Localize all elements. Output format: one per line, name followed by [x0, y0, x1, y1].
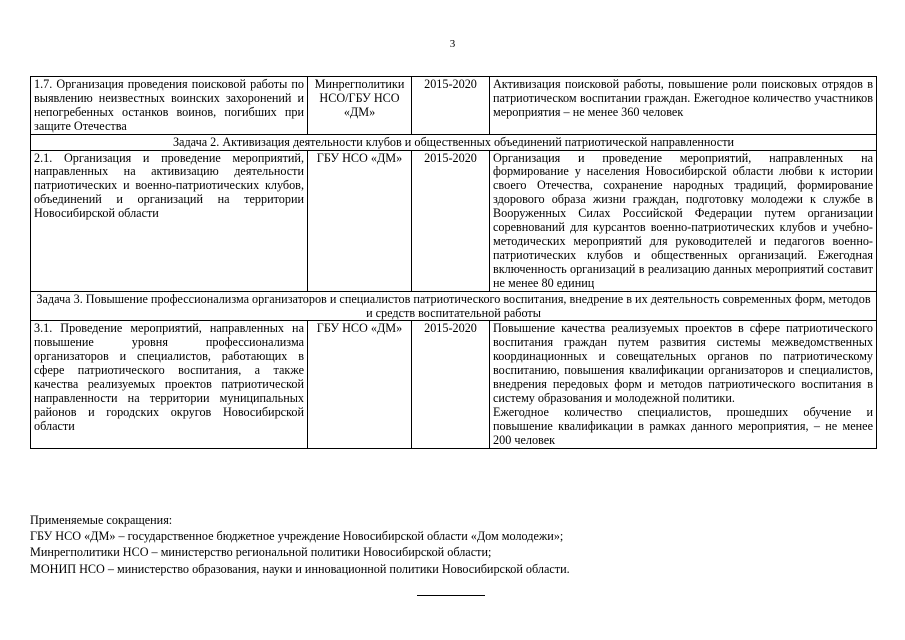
end-of-document-rule [417, 595, 485, 596]
page-number: 3 [449, 38, 456, 50]
activity-period: 2015-2020 [412, 77, 490, 135]
activity-period: 2015-2020 [412, 321, 490, 448]
activity-description: 3.1. Проведение мероприятий, направленных на повышение уровня профессионализма организаторов и специалистов, работающих в сфере патриотического воспитания, а также качества реализуемых проектов патриотической направленности на территории муниципальных районов и городских округов Новосибирской области [31, 321, 308, 448]
task-row [31, 291, 877, 321]
activity-description: 2.1. Организация и проведение мероприятий, направленных на активизацию деятельности патриотических и военно-патриотических клубов, объединений и организаций на территории Новосибирской области [31, 150, 308, 291]
activity-executor: ГБУ НСО «ДМ» [308, 321, 412, 448]
table-row [31, 77, 877, 135]
abbreviations-heading: Применяемые сокращения: [30, 513, 173, 527]
table-row [31, 150, 877, 291]
activity-result [490, 321, 877, 448]
task-heading: Задача 2. Активизация деятельности клубов и общественных объединений патриотической направленности [31, 134, 877, 150]
activity-executor: Минрегполитики НСО/ГБУ НСО «ДМ» [308, 77, 412, 135]
activity-period: 2015-2020 [412, 150, 490, 291]
abbreviation-item: ГБУ НСО «ДМ» – государственное бюджетное учреждение Новосибирской области «Дом молодежи»; [30, 529, 564, 544]
activities-table [30, 76, 877, 449]
activity-description: 1.7. Организация проведения поисковой работы по выявлению неизвестных воинских захоронений и непогребенных останков воинов, погибших при защите Отечества [31, 77, 308, 135]
task-row [31, 134, 877, 150]
result-paragraph: Повышение качества реализуемых проектов в сфере патриотического воспитания граждан путем развития системы межведомственных координационных и совещательных органов по патриотическому воспитанию, повышения квалификации организаторов и специалистов, внедрения передовых форм и методов патриотического воспитания в систему образования и молодежной политики. [493, 321, 873, 405]
result-paragraph: Активизация поисковой работы, повышение роли поисковых отрядов в патриотическом воспитании граждан. Ежегодное количество участников мероприятия – не менее 360 человек [493, 77, 873, 119]
activity-result [490, 150, 877, 291]
abbreviation-item: Минрегполитики НСО – министерство региональной политики Новосибирской области; [30, 545, 492, 560]
abbreviations-section [30, 512, 870, 577]
activity-result [490, 77, 877, 135]
activity-executor: ГБУ НСО «ДМ» [308, 150, 412, 291]
table-row [31, 321, 877, 448]
result-paragraph: Организация и проведение мероприятий, направленных на формирование у населения Новосибирской области любви к истории своего Отечества, сохранение народных традиций, формирование здорового образа жизни граждан, подготовку молодежи к службе в Вооруженных Силах Российской Федерации путем организации соревнований для курсантов военно-патриотических клубов и учебно-методических мероприятий для руководителей и педагогов военно-патриотических клубов и общественных организаций. Ежегодная включенность организаций в реализацию данных мероприятий составит не менее 80 единиц [493, 150, 873, 290]
task-heading: Задача 3. Повышение профессионализма организаторов и специалистов патриотического воспитания, внедрение в их деятельность современных форм, методов и средств воспитательной работы [31, 291, 877, 321]
abbreviation-item: МОНИП НСО – министерство образования, науки и инновационной политики Новосибирской области. [30, 561, 570, 576]
result-paragraph: Ежегодное количество специалистов, прошедших обучение и повышение квалификации в рамках данного мероприятия, – не менее 200 человек [493, 404, 873, 447]
